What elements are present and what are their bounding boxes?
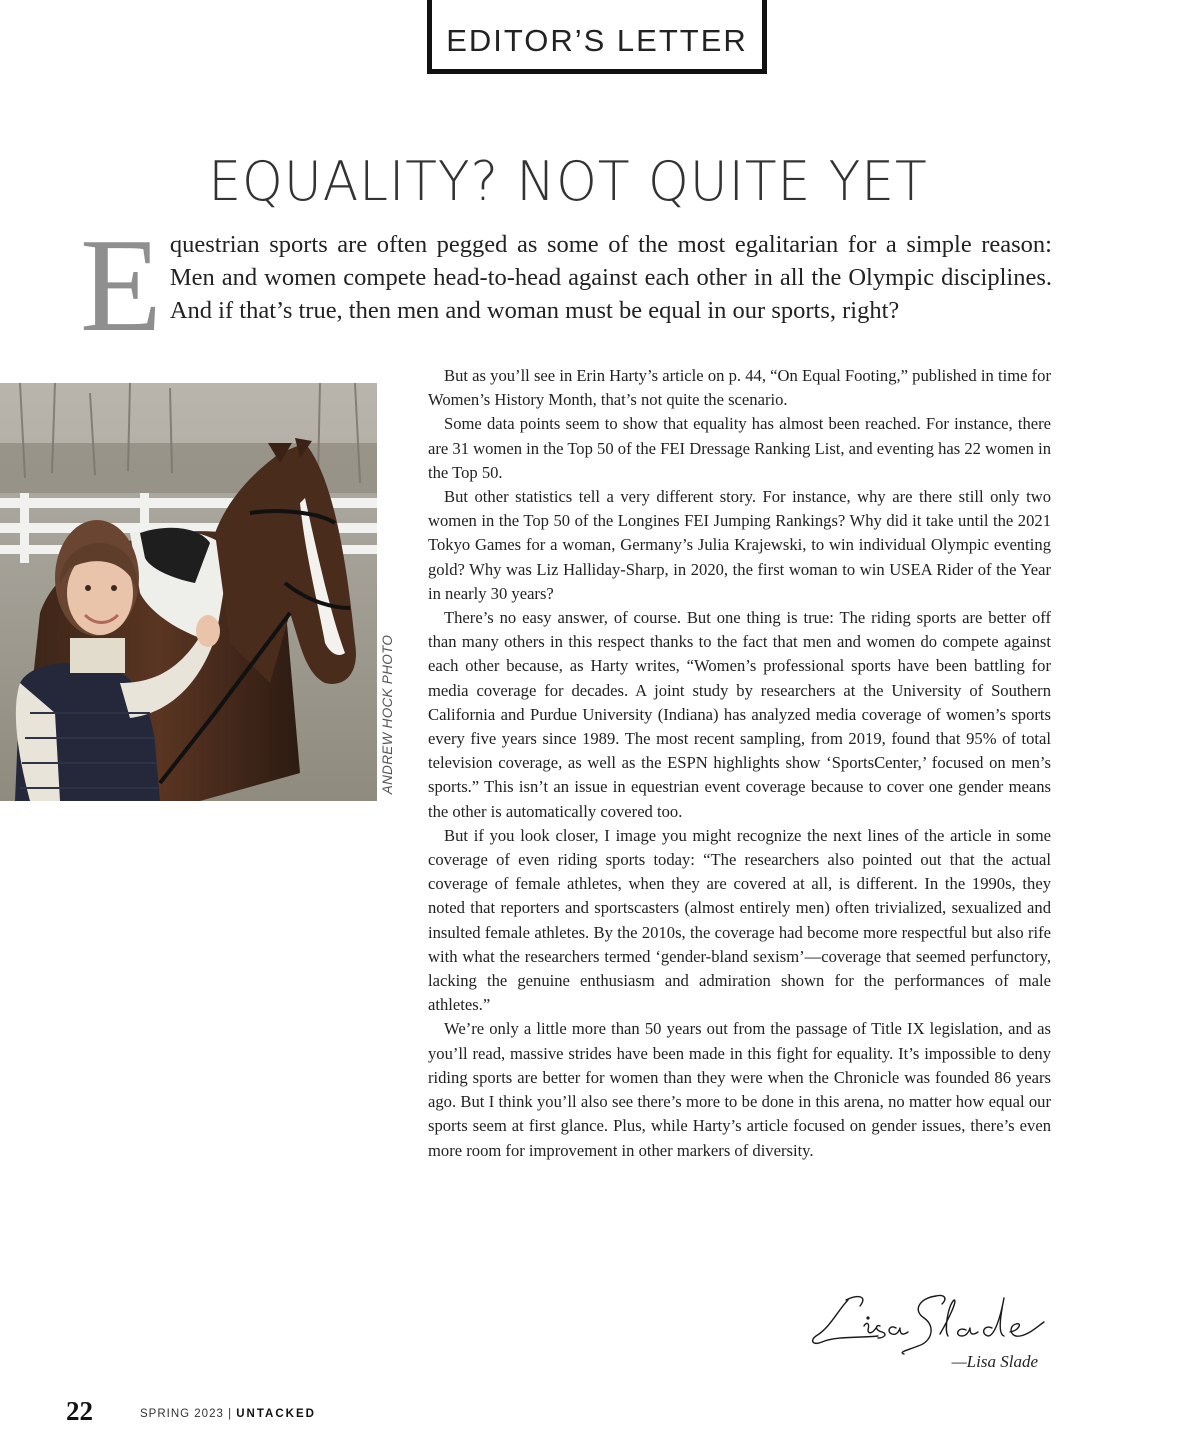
lede-text: questrian sports are often pegged as some of the most egalitarian for a simple reason: Men and women compete head-to-head against each other in all the Olympic disciplines. And if that’s true, then men and woman must be equal in our sports, right?: [169, 231, 1052, 324]
photo-credit-text: ANDREW HOCK PHOTO: [380, 634, 396, 795]
handwritten-signature: [808, 1290, 1048, 1360]
lede-paragraph: [80, 211, 1052, 359]
photo-credit: [377, 627, 399, 802]
drop-cap: E: [80, 211, 162, 359]
magazine-name: UNTACKED: [236, 1408, 316, 1420]
page-number: 22: [66, 1396, 93, 1426]
body-paragraph: But other statistics tell a very different story. For instance, why are there still only two women in the Top 50 of the Longines FEI Jumping Rankings? Why did it take until the 2021 Tokyo Games for a woman, Germany’s Julia Krajewski, to win individual Olympic eventing gold? Why was Liz Halliday-Sharp, in 2020, the first woman to win USEA Rider of the Year in nearly 30 years?: [428, 487, 1051, 603]
footer-issue-line: [140, 1408, 316, 1420]
section-label: EDITOR’S LETTER: [446, 23, 748, 58]
article-body: [428, 364, 1051, 1163]
editor-photo: [0, 383, 377, 801]
signoff-name: —Lisa Slade: [951, 1352, 1038, 1371]
body-paragraph: There’s no easy answer, of course. But one thing is true: The riding sports are better off than many others in this respect thanks to the fact that men and women do compete against each other because, as Harty writes, “Women’s professional sports have been battling for media coverage for decades. A joint study by researchers at the University of Southern California and Purdue University (Indiana) has analyzed media coverage of women’s sports every five years since 1989. The most recent sampling, from 2019, found that 95% of total television coverage, as well as the ESPN highlights show ‘SportsCenter,’ focused on men’s sports.” This isn’t an issue in equestrian event coverage because to cover one gender means the other is automatically covered too.: [428, 608, 1051, 821]
issue-label: SPRING 2023 |: [140, 1408, 237, 1420]
article-headline: EQUALITY? NOT QUITE YET: [208, 150, 928, 213]
body-paragraph: But as you’ll see in Erin Harty’s article on p. 44, “On Equal Footing,” published in time for Women’s History Month, that’s not quite the scenario.: [428, 366, 1051, 410]
body-paragraph: We’re only a little more than 50 years out from the passage of Title IX legislation, and as you’ll read, massive strides have been made in this fight for equality. It’s impossible to deny riding sports are better for women than they were when the Chronicle was founded 86 years ago. But I think you’ll also see there’s more to be done in this arena, no matter how equal our sports seem at first glance. Plus, while Harty’s article focused on gender issues, there’s even more room for improvement in other markers of diversity.: [428, 1019, 1051, 1160]
body-paragraph: But if you look closer, I image you might recognize the next lines of the article in some coverage of even riding sports today: “The researchers also pointed out that the actual coverage of female athletes, when they are covered at all, is different. In the 1990s, they noted that reporters and sportscasters (almost entirely men) often trivialized, sexualized and insulted female athletes. By the 2010s, the coverage had become more respectful but also rife with what the researchers termed ‘gender-bland sexism’—coverage that seemed perfunctory, lacking the genuine enthusiasm and admiration shown for the performances of male athletes.”: [428, 825, 1051, 1015]
body-paragraph: Some data points seem to show that equality has almost been reached. For instance, there are 31 women in the Top 50 of the FEI Dressage Ranking List, and eventing has 22 women in the Top 50.: [428, 414, 1051, 482]
section-header-box: [427, 0, 767, 74]
